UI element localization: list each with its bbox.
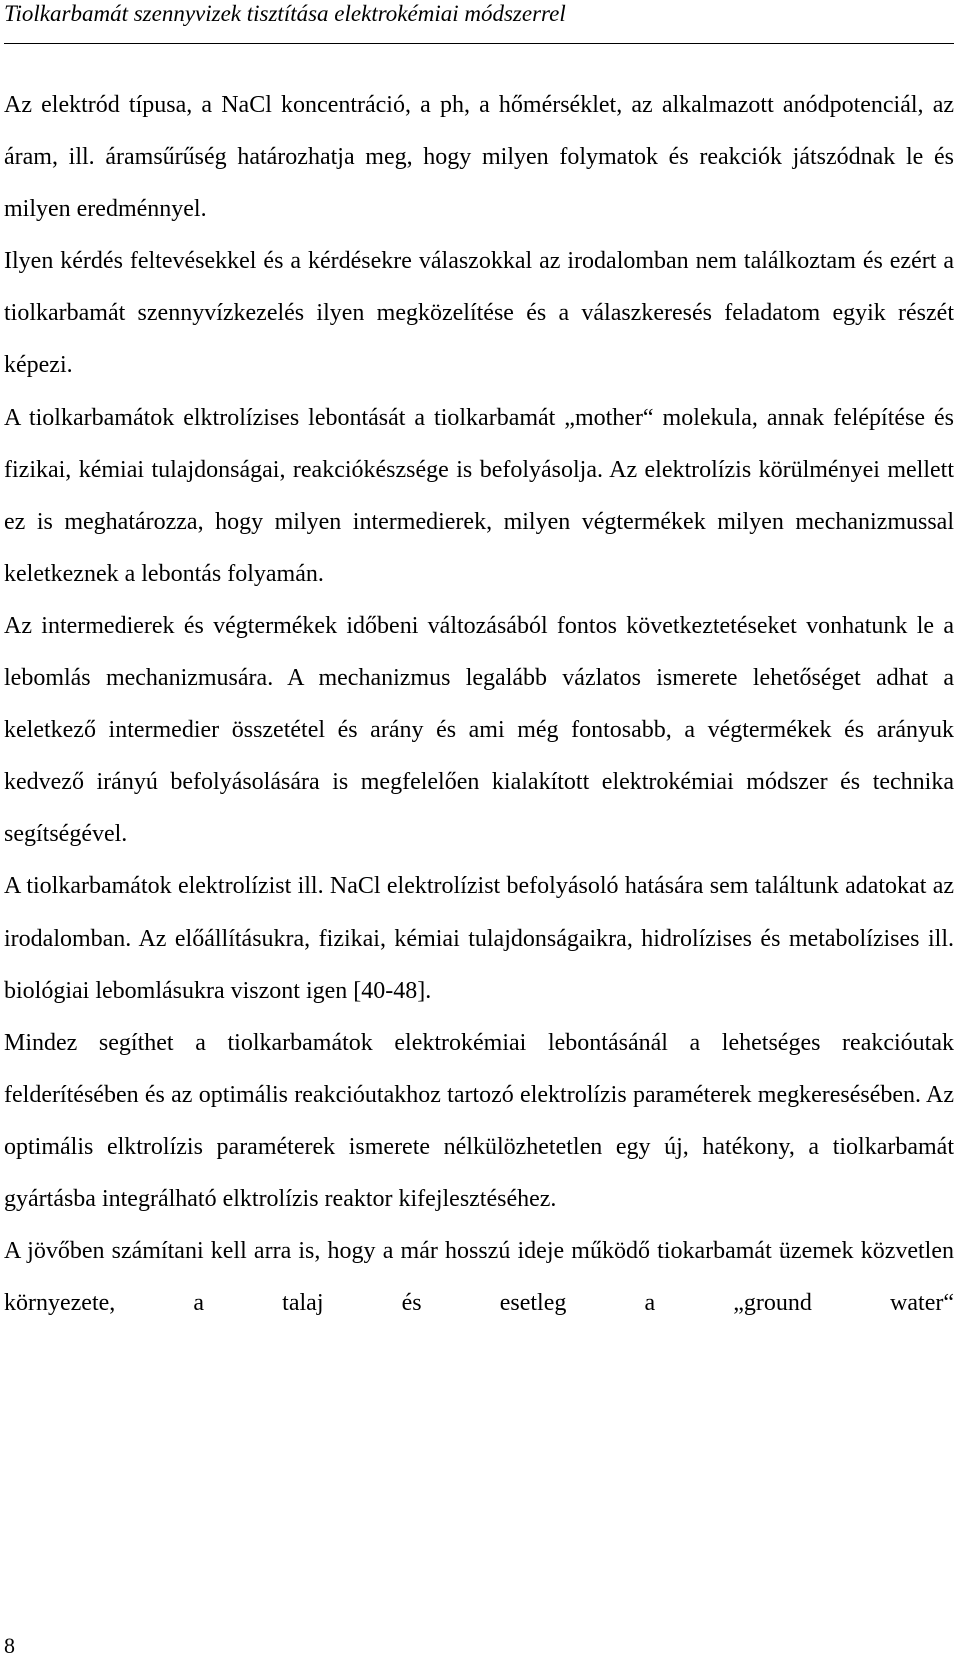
page-number: 8 xyxy=(4,1633,15,1658)
paragraph: Mindez segíthet a tiolkarbamátok elektrokémiai lebontásánál a lehetséges reakcióutak felderítésében és az optimális reakcióutakhoz tartozó elektrolízis paraméterek megkeresésében. Az optimális elktrolízis paraméterek ismerete nélkülözhetetlen egy új, hatékony, a tiolkarbamát gyártásba integrálható elktrolízis reaktor kifejlesztéséhez. xyxy=(4,1029,954,1212)
paragraph: A tiolkarbamátok elktrolízises lebontását a tiolkarbamát „mother“ molekula, annak felépítése és fizikai, kémiai tulajdonságai, reakciókészsége is befolyásolja. Az elektrolízis körülményei mellett ez is meghatározza, hogy milyen intermedierek, milyen végtermékek milyen mechanizmussal keletkeznek a lebontás folyamán. xyxy=(4,404,954,587)
paragraph: Az elektród típusa, a NaCl koncentráció, a ph, a hőmérséklet, az alkalmazott anódpotenciál, az áram, ill. áramsűrűség határozhatja meg, hogy milyen folymatok és reakciók játszódnak le és milyen eredménnyel. xyxy=(4,92,954,223)
header-rule xyxy=(4,43,954,44)
body-text xyxy=(4,79,954,1329)
paragraph: A tiolkarbamátok elektrolízist ill. NaCl elektrolízist befolyásoló hatására sem találtunk adatokat az irodalomban. Az előállításukra, fizikai, kémiai tulajdonságaikra, hidrolízises és metabolízises ill. biológiai lebomlásukra viszont igen [40-48]. xyxy=(4,873,954,1004)
running-header: Tiolkarbamát szennyvizek tisztítása elektrokémiai módszerrel xyxy=(4,1,566,26)
paragraph-last: A jövőben számítani kell arra is, hogy a már hosszú ideje működő tiokarbamát üzemek közvetlen környezete, a talaj és esetleg a „ground water“ xyxy=(4,1238,954,1317)
paragraph: Ilyen kérdés feltevésekkel és a kérdésekre válaszokkal az irodalomban nem találkoztam és ezért a tiolkarbamát szennyvízkezelés ilyen megközelítése és a válaszkeresés feladatom egyik részét képezi. xyxy=(4,248,954,379)
paragraph: Az intermedierek és végtermékek időbeni változásából fontos következtetéseket vonhatunk le a lebomlás mechanizmusára. A mechanizmus legalább vázlatos ismerete lehetőséget adhat a keletkező intermedier összetétel és arány és ami még fontosabb, a végtermékek és arányuk kedvező irányú befolyásolására is megfelelően kialakított elektrokémiai módszer és technika segítségével. xyxy=(4,612,954,848)
